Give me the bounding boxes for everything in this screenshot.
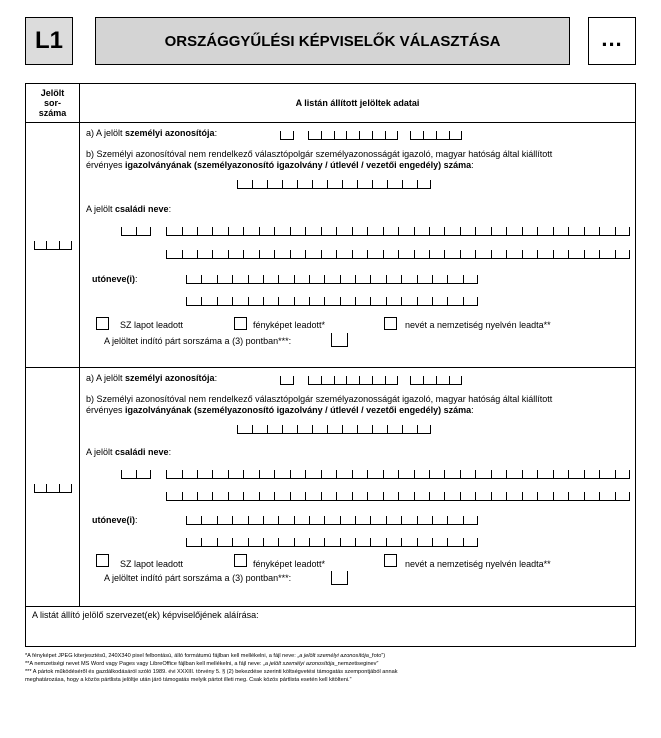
row-number-field[interactable] bbox=[34, 240, 72, 250]
signature-label: A listát állító jelölő szervezet(ek) képviselőjének aláírása: bbox=[32, 610, 259, 620]
family-name-field-1[interactable] bbox=[166, 226, 630, 236]
given-name-label: utóneve(i): bbox=[92, 515, 138, 525]
family-name-label: A jelölt családi neve: bbox=[86, 204, 172, 214]
sz-sheet-checkbox[interactable] bbox=[96, 554, 109, 567]
row-number-header: Jelölt sor- száma bbox=[38, 88, 67, 118]
personal-id-label: a) A jelölt személyi azonosítója: bbox=[86, 128, 218, 138]
party-number-label: A jelöltet indító párt sorszáma a (3) pontban***: bbox=[104, 336, 292, 346]
personal-id-field-3[interactable] bbox=[410, 130, 462, 140]
alt-id-field[interactable] bbox=[237, 424, 431, 434]
footnote-party-support-line1: *** A pártok működéséről és gazdálkodásáról szóló 1989. évi XXXIII. törvény 5. § (2) bekezdése szerinti költségvetési támogatás szempontjából annak bbox=[25, 669, 398, 675]
candidate-block-1 bbox=[26, 122, 637, 367]
candidate-table bbox=[25, 83, 636, 607]
nationality-name-label: nevét a nemzetiség nyelvén leadta** bbox=[405, 320, 551, 330]
photo-checkbox[interactable] bbox=[234, 554, 247, 567]
family-name-label: A jelölt családi neve: bbox=[86, 447, 172, 457]
form-title: ORSZÁGGYŰLÉSI KÉPVISELŐK VÁLASZTÁSA bbox=[95, 17, 570, 65]
sz-sheet-checkbox[interactable] bbox=[96, 317, 109, 330]
family-name-field-2[interactable] bbox=[166, 249, 630, 259]
personal-id-field-3[interactable] bbox=[410, 375, 462, 385]
candidate-block-2 bbox=[26, 367, 637, 608]
given-name-label: utóneve(i): bbox=[92, 274, 138, 284]
sz-sheet-label: SZ lapot leadott bbox=[120, 559, 184, 569]
photo-label: fényképet leadott* bbox=[253, 320, 326, 330]
given-name-field-1[interactable] bbox=[186, 515, 478, 525]
footnote-photo: *A fényképet JPEG kiterjesztésű, 240X340 pixel felbontású, álló formátumú fájlban kell mellékelni, a fájl neve: „a jelölt személyi azonosítója_foto”) bbox=[25, 653, 386, 659]
given-name-field-2[interactable] bbox=[186, 537, 478, 547]
given-name-field-2[interactable] bbox=[186, 296, 478, 306]
personal-id-field-2[interactable] bbox=[308, 130, 398, 140]
personal-id-field-1[interactable] bbox=[280, 130, 294, 140]
party-number-field[interactable] bbox=[331, 570, 348, 585]
family-name-field-2[interactable] bbox=[166, 491, 630, 501]
alt-id-text-line2: érvényes igazolványának (személyazonosító igazolvány / útlevél / vezetői engedély) száma: bbox=[86, 160, 474, 170]
photo-checkbox[interactable] bbox=[234, 317, 247, 330]
party-number-field[interactable] bbox=[331, 332, 348, 347]
family-name-field-1[interactable] bbox=[166, 469, 630, 479]
form-code: L1 bbox=[25, 17, 73, 65]
family-name-prefix-field[interactable] bbox=[121, 226, 151, 236]
data-column-header: A listán állított jelöltek adatai bbox=[295, 98, 420, 108]
row-number-field[interactable] bbox=[34, 483, 72, 493]
family-name-prefix-field[interactable] bbox=[121, 469, 151, 479]
continuation-marker: ... bbox=[588, 17, 636, 65]
alt-id-field[interactable] bbox=[237, 179, 431, 189]
alt-id-text-line2: érvényes igazolványának (személyazonosító igazolvány / útlevél / vezetői engedély) száma: bbox=[86, 405, 474, 415]
personal-id-field-2[interactable] bbox=[308, 375, 398, 385]
party-number-label: A jelöltet indító párt sorszáma a (3) pontban***: bbox=[104, 573, 292, 583]
sz-sheet-label: SZ lapot leadott bbox=[120, 320, 184, 330]
signature-box[interactable] bbox=[25, 607, 636, 647]
personal-id-field-1[interactable] bbox=[280, 375, 294, 385]
photo-label: fényképet leadott* bbox=[253, 559, 326, 569]
nationality-name-checkbox[interactable] bbox=[384, 317, 397, 330]
footnote-nationality-name: **A nemzetiségi nevet MS Word vagy Pages vagy LibreOffice fájlban kell mellékelni, a fájl neve: „a jelölt személyi azonosítója_nemzetiseginev” bbox=[25, 661, 379, 667]
personal-id-label: a) A jelölt személyi azonosítója: bbox=[86, 373, 218, 383]
alt-id-text-line1: b) Személyi azonosítóval nem rendelkező választópolgár személyazonosságát igazoló, magyar hatóság által kiállított bbox=[86, 149, 553, 159]
nationality-name-checkbox[interactable] bbox=[384, 554, 397, 567]
given-name-field-1[interactable] bbox=[186, 274, 478, 284]
footnote-party-support-line2: meghatározása, hogy a közös pártlista jelöltje után járó támogatás melyik pártot illeti meg. Csak közös pártlista esetén kell kitölteni.” bbox=[25, 677, 352, 683]
nationality-name-label: nevét a nemzetiség nyelvén leadta** bbox=[405, 559, 551, 569]
alt-id-text-line1: b) Személyi azonosítóval nem rendelkező választópolgár személyazonosságát igazoló, magyar hatóság által kiállított bbox=[86, 394, 553, 404]
